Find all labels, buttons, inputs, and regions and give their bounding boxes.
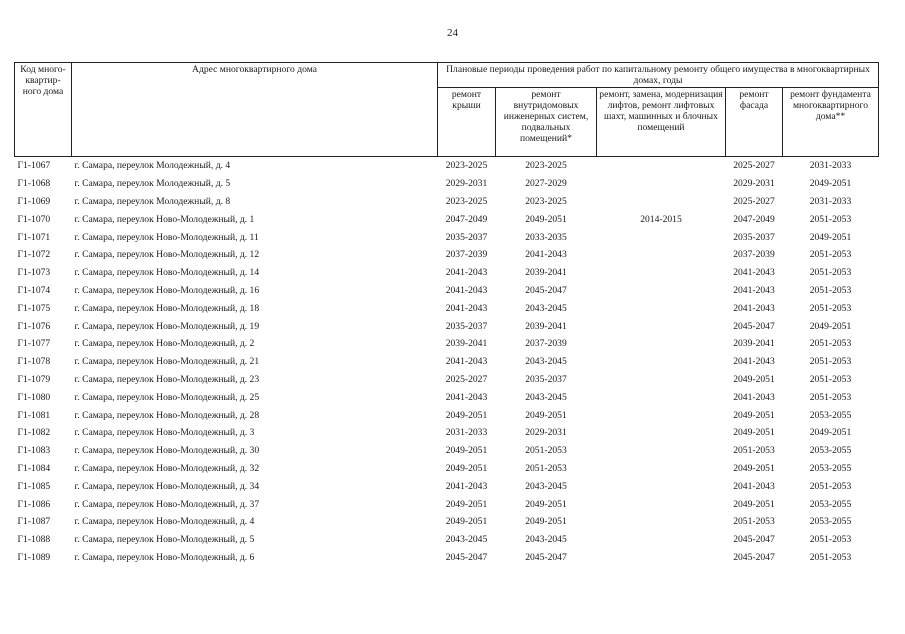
- cell-roof: 2035-2037: [445, 320, 488, 332]
- cell-address: г. Самара, переулок Ново-Молодежный, д. 14: [74, 267, 260, 279]
- cell-engineering: 2039-2041: [525, 267, 567, 279]
- cell-roof: 2047-2049: [445, 213, 488, 225]
- cell-roof: 2039-2041: [445, 338, 488, 350]
- cell-facade: 2049-2051: [733, 462, 775, 474]
- table-row: [15, 228, 879, 246]
- cell-code: Г1-1067: [17, 160, 51, 172]
- cell-foundation: 2051-2053: [809, 480, 852, 492]
- table-row: [15, 549, 879, 567]
- cell-address: г. Самара, переулок Ново-Молодежный, д. 34: [74, 480, 260, 492]
- cell-facade: 2037-2039: [733, 249, 775, 261]
- header-roof: ремонт крыши: [438, 88, 496, 157]
- cell-facade: 2049-2051: [733, 409, 775, 421]
- header-engineering: ремонт внутридомовых инженерных систем, подвальных помещений*: [496, 88, 597, 157]
- cell-address: г. Самара, переулок Ново-Молодежный, д. 5: [74, 534, 255, 546]
- cell-address: г. Самара, переулок Ново-Молодежный, д. 6: [74, 551, 255, 563]
- header-code: Код много-квартир-ного дома: [15, 63, 72, 157]
- table-row: [15, 388, 879, 406]
- cell-roof: 2041-2043: [445, 391, 488, 403]
- cell-code: Г1-1070: [17, 213, 51, 225]
- cell-elevators: [597, 531, 726, 549]
- cell-foundation: 2049-2051: [809, 427, 852, 439]
- cell-address: г. Самара, переулок Ново-Молодежный, д. 3: [74, 427, 255, 439]
- cell-code: Г1-1077: [17, 338, 51, 350]
- table-row: [15, 531, 879, 549]
- cell-facade: 2041-2043: [733, 391, 775, 403]
- cell-foundation: 2049-2051: [809, 320, 852, 332]
- header-facade: ремонт фасада: [726, 88, 783, 157]
- cell-facade: 2041-2043: [733, 302, 775, 314]
- cell-roof: 2031-2033: [445, 427, 488, 439]
- cell-address: г. Самара, переулок Ново-Молодежный, д. 23: [74, 373, 260, 385]
- cell-code: Г1-1088: [17, 534, 51, 546]
- cell-foundation: 2049-2051: [809, 231, 852, 243]
- cell-engineering: 2043-2045: [525, 302, 567, 314]
- cell-engineering: 2043-2045: [525, 480, 567, 492]
- cell-elevators: [597, 228, 726, 246]
- table-row: [15, 299, 879, 317]
- cell-engineering: 2035-2037: [525, 373, 567, 385]
- cell-address: г. Самара, переулок Ново-Молодежный, д. 1: [74, 213, 255, 225]
- cell-code: Г1-1089: [17, 551, 51, 563]
- cell-code: Г1-1085: [17, 480, 51, 492]
- cell-roof: 2023-2025: [445, 160, 488, 172]
- cell-engineering: 2037-2039: [525, 338, 567, 350]
- cell-elevators: [597, 371, 726, 389]
- cell-engineering: 2029-2031: [525, 427, 567, 439]
- header-elevators: ремонт, замена, модернизация лифтов, ремонт лифтовых шахт, машинных и блочных помещений: [597, 88, 726, 157]
- cell-engineering: 2043-2045: [525, 391, 567, 403]
- cell-facade: 2041-2043: [733, 356, 775, 368]
- cell-roof: 2041-2043: [445, 284, 488, 296]
- cell-facade: 2035-2037: [733, 231, 775, 243]
- cell-code: Г1-1078: [17, 356, 51, 368]
- cell-foundation: 2051-2053: [809, 249, 852, 261]
- cell-address: г. Самара, переулок Ново-Молодежный, д. 11: [74, 231, 259, 243]
- cell-engineering: 2049-2051: [525, 213, 567, 225]
- cell-foundation: 2031-2033: [809, 195, 852, 207]
- cell-engineering: 2045-2047: [525, 284, 567, 296]
- cell-code: Г1-1068: [17, 178, 51, 190]
- table-row: [15, 175, 879, 193]
- cell-address: г. Самара, переулок Ново-Молодежный, д. 19: [74, 320, 260, 332]
- cell-foundation: 2053-2055: [809, 462, 852, 474]
- cell-elevators: [597, 353, 726, 371]
- table-row: [15, 264, 879, 282]
- cell-foundation: 2051-2053: [809, 302, 852, 314]
- cell-address: г. Самара, переулок Ново-Молодежный, д. 30: [74, 445, 260, 457]
- table-row: [15, 193, 879, 211]
- cell-elevators: [597, 193, 726, 211]
- cell-facade: 2029-2031: [733, 178, 775, 190]
- cell-code: Г1-1074: [17, 284, 51, 296]
- cell-foundation: 2053-2055: [809, 498, 852, 510]
- cell-code: Г1-1082: [17, 427, 51, 439]
- cell-address: г. Самара, переулок Ново-Молодежный, д. 12: [74, 249, 260, 261]
- table-row: [15, 246, 879, 264]
- cell-foundation: 2051-2053: [809, 338, 852, 350]
- cell-facade: 2025-2027: [733, 160, 775, 172]
- cell-foundation: 2051-2053: [809, 284, 852, 296]
- cell-code: Г1-1083: [17, 445, 51, 457]
- cell-elevators: [597, 299, 726, 317]
- table-row: [15, 460, 879, 478]
- cell-engineering: 2043-2045: [525, 534, 567, 546]
- cell-address: г. Самара, переулок Ново-Молодежный, д. 4: [74, 516, 255, 528]
- cell-foundation: 2051-2053: [809, 213, 852, 225]
- cell-foundation: 2051-2053: [809, 267, 852, 279]
- cell-foundation: 2051-2053: [809, 391, 852, 403]
- cell-address: г. Самара, переулок Ново-Молодежный, д. 21: [74, 356, 260, 368]
- cell-elevators: [597, 388, 726, 406]
- cell-elevators: [597, 477, 726, 495]
- table-row: [15, 353, 879, 371]
- table-row: [15, 157, 879, 175]
- cell-elevators: [597, 335, 726, 353]
- cell-code: Г1-1075: [17, 302, 51, 314]
- cell-roof: 2049-2051: [445, 462, 488, 474]
- table-row: [15, 371, 879, 389]
- cell-facade: 2049-2051: [733, 373, 775, 385]
- cell-address: г. Самара, переулок Молодежный, д. 4: [74, 160, 231, 172]
- cell-engineering: 2049-2051: [525, 409, 567, 421]
- table-row: [15, 335, 879, 353]
- cell-address: г. Самара, переулок Ново-Молодежный, д. 25: [74, 391, 260, 403]
- table-body: [15, 157, 879, 567]
- cell-roof: 2025-2027: [445, 373, 488, 385]
- cell-roof: 2045-2047: [445, 551, 488, 563]
- cell-elevators: [597, 317, 726, 335]
- cell-engineering: 2045-2047: [525, 551, 567, 563]
- cell-roof: 2023-2025: [445, 195, 488, 207]
- cell-code: Г1-1071: [17, 231, 51, 243]
- cell-roof: 2041-2043: [445, 302, 488, 314]
- header-foundation: ремонт фундамента многоквартирного дома**: [783, 88, 879, 157]
- header-periods: Плановые периоды проведения работ по капитальному ремонту общего имущества в многоквартирных домах, годы: [438, 63, 879, 88]
- cell-code: Г1-1086: [17, 498, 51, 510]
- cell-code: Г1-1081: [17, 409, 51, 421]
- cell-code: Г1-1079: [17, 373, 51, 385]
- repair-schedule-table: [14, 62, 879, 566]
- cell-facade: 2049-2051: [733, 427, 775, 439]
- cell-elevators: [597, 549, 726, 567]
- cell-roof: 2041-2043: [445, 480, 488, 492]
- cell-code: Г1-1073: [17, 267, 51, 279]
- cell-foundation: 2053-2055: [809, 445, 852, 457]
- cell-elevators: [597, 282, 726, 300]
- cell-facade: 2045-2047: [733, 320, 775, 332]
- cell-facade: 2049-2051: [733, 498, 775, 510]
- cell-address: г. Самара, переулок Ново-Молодежный, д. 32: [74, 462, 260, 474]
- cell-facade: 2051-2053: [733, 445, 775, 457]
- cell-facade: 2051-2053: [733, 516, 775, 528]
- table-row: [15, 477, 879, 495]
- cell-foundation: 2031-2033: [809, 160, 852, 172]
- cell-engineering: 2027-2029: [525, 178, 567, 190]
- cell-code: Г1-1087: [17, 516, 51, 528]
- cell-foundation: 2049-2051: [809, 178, 852, 190]
- cell-facade: 2039-2041: [733, 338, 775, 350]
- cell-roof: 2043-2045: [445, 534, 488, 546]
- cell-facade: 2041-2043: [733, 284, 775, 296]
- cell-roof: 2049-2051: [445, 445, 488, 457]
- cell-elevators: [597, 495, 726, 513]
- table-row: [15, 513, 879, 531]
- cell-elevators: [597, 246, 726, 264]
- table-row: [15, 317, 879, 335]
- cell-facade: 2045-2047: [733, 551, 775, 563]
- cell-code: Г1-1084: [17, 462, 51, 474]
- cell-roof: 2049-2051: [445, 516, 488, 528]
- table-row: [15, 424, 879, 442]
- cell-engineering: 2049-2051: [525, 516, 567, 528]
- cell-engineering: 2041-2043: [525, 249, 567, 261]
- table-row: [15, 210, 879, 228]
- cell-elevators: [597, 406, 726, 424]
- cell-facade: 2041-2043: [733, 267, 775, 279]
- page-number: 24: [447, 27, 458, 39]
- table-row: [15, 495, 879, 513]
- cell-engineering: 2039-2041: [525, 320, 567, 332]
- cell-address: г. Самара, переулок Ново-Молодежный, д. 2: [74, 338, 255, 350]
- cell-foundation: 2053-2055: [809, 409, 852, 421]
- cell-foundation: 2051-2053: [809, 356, 852, 368]
- cell-elevators: [597, 157, 726, 175]
- cell-foundation: 2051-2053: [809, 534, 852, 546]
- cell-engineering: 2051-2053: [525, 462, 567, 474]
- cell-code: Г1-1072: [17, 249, 51, 261]
- cell-engineering: 2043-2045: [525, 356, 567, 368]
- cell-elevators: [597, 513, 726, 531]
- cell-code: Г1-1076: [17, 320, 51, 332]
- cell-address: г. Самара, переулок Молодежный, д. 8: [74, 195, 231, 207]
- cell-facade: 2047-2049: [733, 213, 775, 225]
- cell-roof: 2037-2039: [445, 249, 488, 261]
- cell-roof: 2049-2051: [445, 498, 488, 510]
- cell-engineering: 2023-2025: [525, 160, 567, 172]
- cell-address: г. Самара, переулок Ново-Молодежный, д. 37: [74, 498, 260, 510]
- cell-roof: 2035-2037: [445, 231, 488, 243]
- cell-facade: 2025-2027: [733, 195, 775, 207]
- cell-roof: 2041-2043: [445, 267, 488, 279]
- cell-elevators: [597, 460, 726, 478]
- cell-engineering: 2049-2051: [525, 498, 567, 510]
- cell-address: г. Самара, переулок Ново-Молодежный, д. 28: [74, 409, 260, 421]
- table-row: [15, 442, 879, 460]
- cell-foundation: 2051-2053: [809, 373, 852, 385]
- table-row: [15, 282, 879, 300]
- cell-code: Г1-1080: [17, 391, 51, 403]
- cell-elevators: [597, 175, 726, 193]
- cell-address: г. Самара, переулок Ново-Молодежный, д. 16: [74, 284, 260, 296]
- cell-code: Г1-1069: [17, 195, 51, 207]
- cell-address: г. Самара, переулок Ново-Молодежный, д. 18: [74, 302, 260, 314]
- cell-engineering: 2023-2025: [525, 195, 567, 207]
- cell-address: г. Самара, переулок Молодежный, д. 5: [74, 178, 231, 190]
- cell-elevators: 2014-2015: [640, 213, 682, 225]
- cell-elevators: [597, 442, 726, 460]
- cell-elevators: [597, 424, 726, 442]
- cell-roof: 2041-2043: [445, 356, 488, 368]
- cell-foundation: 2051-2053: [809, 551, 852, 563]
- cell-engineering: 2033-2035: [525, 231, 567, 243]
- table-row: [15, 406, 879, 424]
- cell-roof: 2029-2031: [445, 178, 488, 190]
- cell-elevators: [597, 264, 726, 282]
- cell-facade: 2041-2043: [733, 480, 775, 492]
- header-address: Адрес многоквартирного дома: [72, 63, 438, 157]
- cell-engineering: 2051-2053: [525, 445, 567, 457]
- cell-foundation: 2053-2055: [809, 516, 852, 528]
- cell-facade: 2045-2047: [733, 534, 775, 546]
- cell-roof: 2049-2051: [445, 409, 488, 421]
